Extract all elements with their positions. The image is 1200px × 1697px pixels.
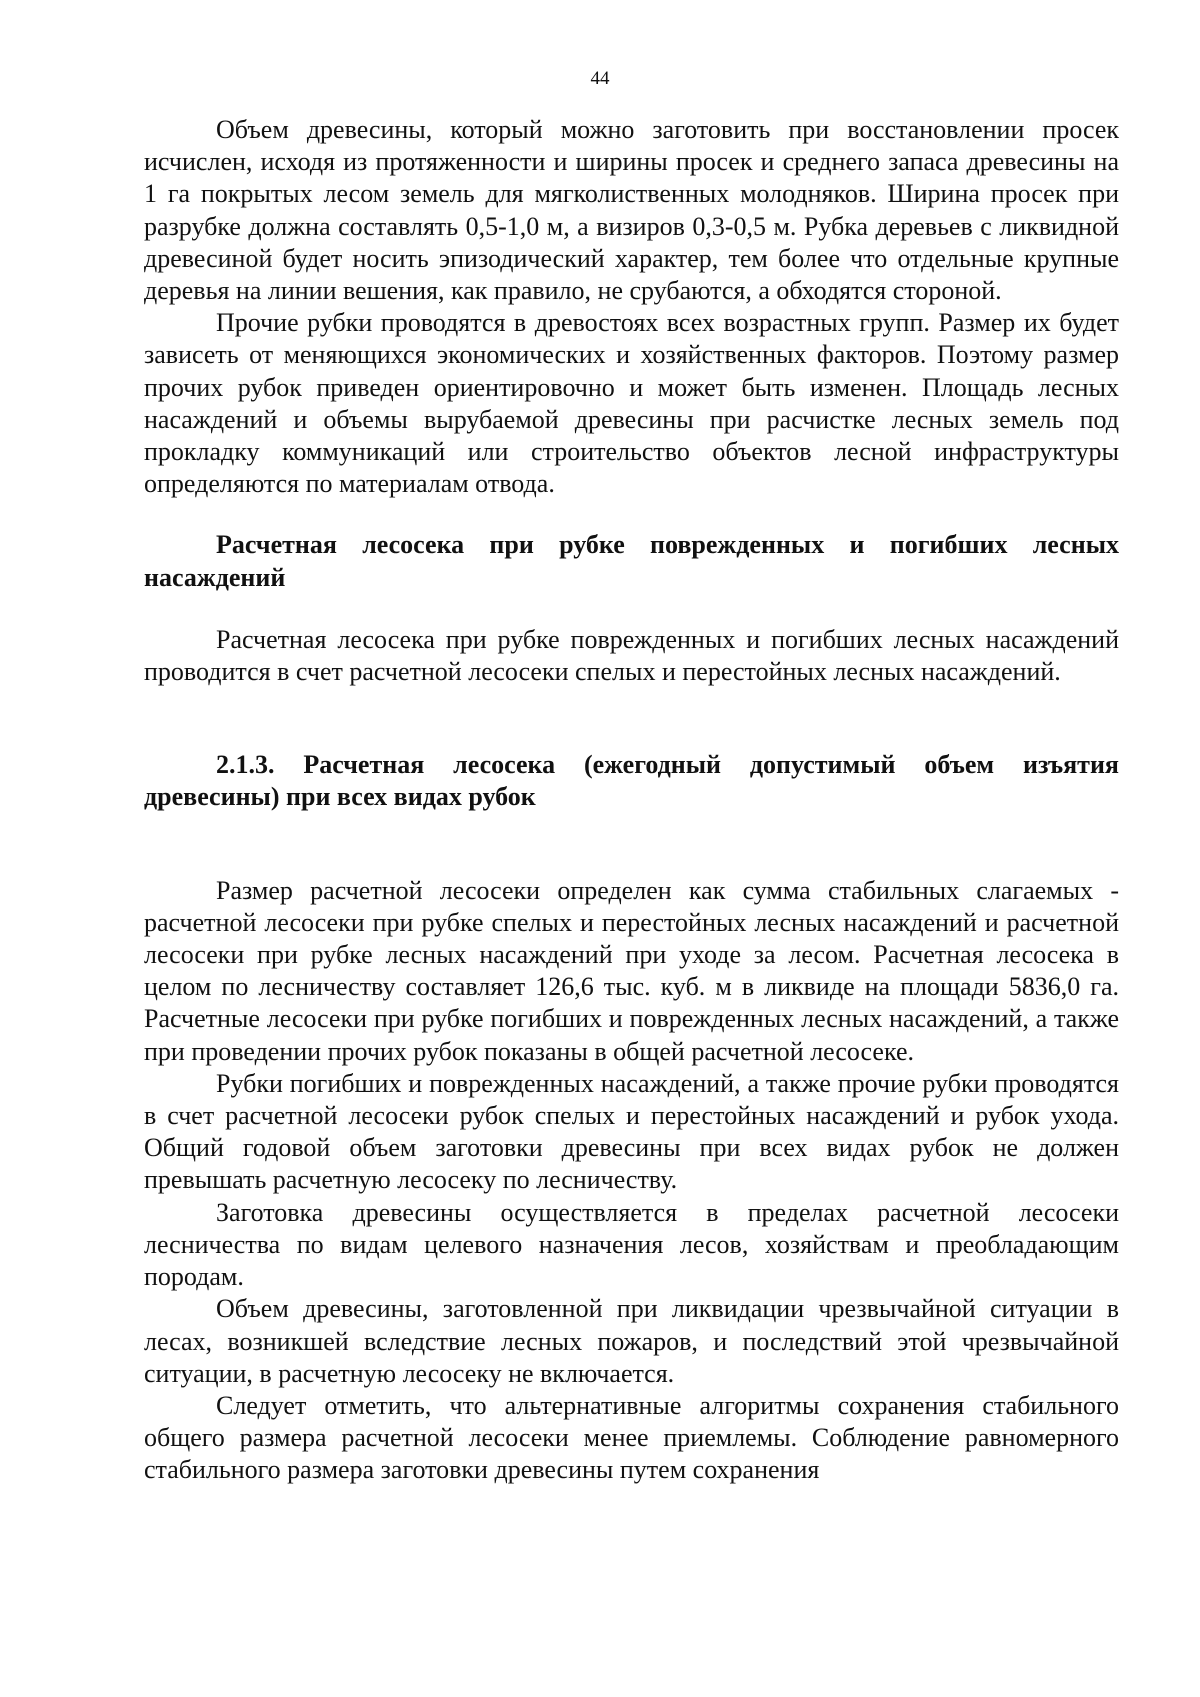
section-heading-damaged-stands: Расчетная лесосека при рубке поврежденных и погибших лесных насаждений <box>144 530 1119 592</box>
paragraph-alternative-algorithms: Следует отметить, что альтернативные алгоритмы сохранения стабильного общего размера расчетной лесосеки менее приемлемы. Соблюдение равномерного стабильного размера заготовки древесины путем сохранения <box>144 1390 1119 1485</box>
spacer <box>144 500 1119 529</box>
paragraph-emergency-volume: Объем древесины, заготовленной при ликвидации чрезвычайной ситуации в лесах, возникшей вследствие лесных пожаров, и последствий этой чрезвычайной ситуации, в расчетную лесосеку не включается. <box>144 1294 1119 1388</box>
spacer <box>144 594 1119 624</box>
page-number: 44 <box>590 68 610 89</box>
paragraph-harvesting-limits: Заготовка древесины осуществляется в пределах расчетной лесосеки лесничества по видам целевого назначения лесов, хозяйствам и преобладающим породам. <box>144 1197 1119 1292</box>
section-heading-2-1-3: 2.1.3. Расчетная лесосека (ежегодный допустимый объем изъятия древесины) при всех видах рубок <box>144 750 1119 812</box>
paragraph-allowable-cut-size: Размер расчетной лесосеки определен как сумма стабильных слагаемых - расчетной лесосеки при рубке спелых и перестойных лесных насаждений и расчетной лесосеки при рубке лесных насаждений при уходе за лесом. Расчетная лесосека в целом по лесничеству составляет 126,6 тыс. куб. м в ликвиде на площади 5836,0 га. Расчетные лесосеки при рубке погибших и поврежденных лесных насаждений, а также при проведении прочих рубок показаны в общей расчетной лесосеке. <box>144 875 1119 1066</box>
paragraph-other-cuttings: Прочие рубки проводятся в древостоях всех возрастных групп. Размер их будет зависеть от меняющихся экономических и хозяйственных факторов. Поэтому размер прочих рубок приведен ориентировочно и может быть изменен. Площадь лесных насаждений и объемы вырубаемой древесины при расчистке лесных земель под прокладку коммуникаций или строительство объектов лесной инфраструктуры определяются по материалам отвода. <box>144 308 1119 499</box>
paragraph-damaged-stands: Расчетная лесосека при рубке поврежденных и погибших лесных насаждений проводится в счет расчетной лесосеки спелых и перестойных лесных насаждений. <box>144 624 1119 687</box>
spacer <box>144 688 1119 749</box>
page-body <box>144 114 1119 1487</box>
paragraph-cutting-accounting: Рубки погибших и поврежденных насаждений, а также прочие рубки проводятся в счет расчетной лесосеки рубок спелых и перестойных насаждений и рубок ухода. Общий годовой объем заготовки древесины при всех видах рубок не должен превышать расчетную лесосеку по лесничеству. <box>144 1068 1119 1195</box>
spacer <box>144 814 1119 875</box>
paragraph-clearing-volume: Объем древесины, который можно заготовить при восстановлении просек исчислен, исходя из протяженности и ширины просек и среднего запаса древесины на 1 га покрытых лесом земель для мягколиственных молодняков. Ширина просек при разрубке должна составлять 0,5-1,0 м, а визиров 0,3-0,5 м. Рубка деревьев с ликвидной древесиной будет носить эпизодический характер, тем более что отдельные крупные деревья на линии вешения, как правило, не срубаются, а обходятся стороной. <box>144 115 1119 306</box>
